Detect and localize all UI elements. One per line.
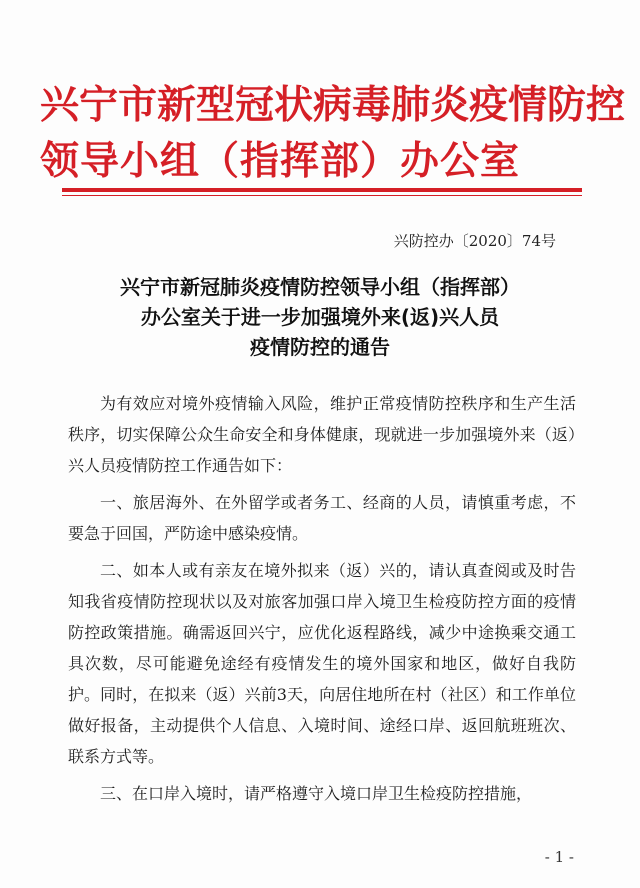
notice-title-line-1: 兴宁市新冠肺炎疫情防控领导小组（指挥部） (120, 275, 520, 299)
notice-title-line-3: 疫情防控的通告 (250, 335, 390, 359)
body-paragraph-1: 一、旅居海外、在外留学或者务工、经商的人员，请慎重考虑，不要急于回国，严防途中感染疫情。 (68, 493, 576, 543)
red-header-rule-thick (62, 188, 582, 192)
body-paragraph-3: 三、在口岸入境时，请严格遵守入境口岸卫生检疫防控措施， (100, 784, 533, 803)
red-header-rule-thin (62, 195, 582, 196)
notice-title (40, 272, 600, 362)
notice-title-line-2: 办公室关于进一步加强境外来(返)兴人员 (140, 305, 500, 329)
body-paragraph-intro: 为有效应对境外疫情输入风险，维护正常疫情防控秩序和生产生活秩序，切实保障公众生命安全和身体健康，现就进一步加强境外来（返）兴人员疫情防控工作通告如下： (68, 394, 576, 475)
issuer-header-line-2: 领导小组（指挥部）办公室 (40, 139, 521, 184)
body-paragraph-2: 二、如本人或有亲友在境外拟来（返）兴的，请认真查阅或及时告知我省疫情防控现状以及对旅客加强口岸入境卫生检疫防控方面的疫情防控政策措施。确需返回兴宁，应优化返程路线，减少中途换乘交通工具次数，尽可能避免途经有疫情发生的境外国家和地区，做好自我防护。同时，在拟来（返）兴前3天，向居住地所在村（社区）和工作单位做好报备，主动提供个人信息、入境时间、途经口岸、返回航班班次、联系方式等。 (68, 561, 576, 766)
notice-body (68, 388, 576, 815)
page-number: - 1 - (544, 848, 574, 866)
issuer-header-line-1: 兴宁市新型冠状病毒肺炎疫情防控 (40, 83, 626, 128)
document-number: 兴防控办〔2020〕74号 (393, 232, 556, 250)
